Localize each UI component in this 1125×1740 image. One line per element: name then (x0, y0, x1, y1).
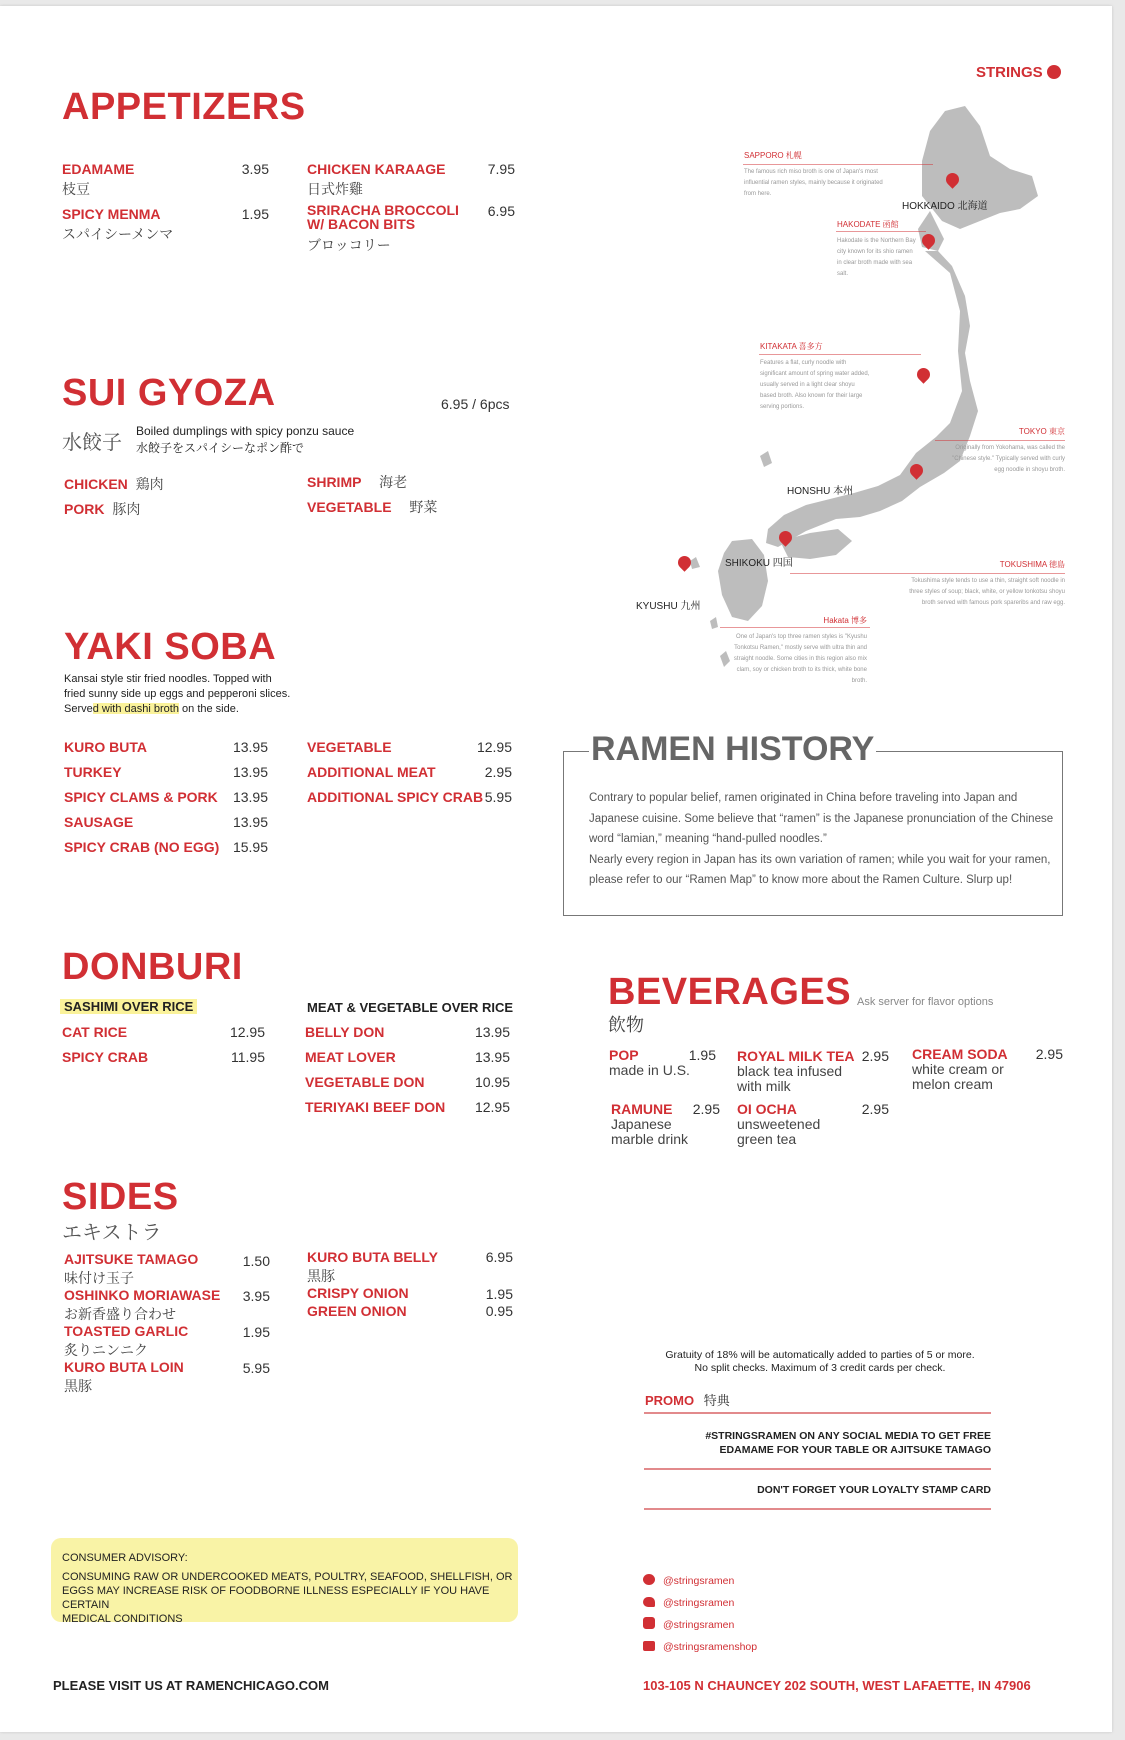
map-note-kitakata: KITAKATA 喜多方 Features a flat, curly noodle with significant amount of spring water added, usually served in a light clear shoyu based broth. Also known for their large serving portions. (760, 342, 870, 410)
consumer-advisory: CONSUMER ADVISORY: CONSUMING RAW OR UNDERCOOKED MEATS, POULTRY, SEAFOOD, SHELLFISH, OR EGGS MAY INCREASE RISK OF FOODBORNE ILLNESS ESPECIALLY IF YOU HAVE CERTAIN MEDICAL CONDITIONS (51, 1538, 518, 1622)
facebook-like-icon (643, 1641, 655, 1651)
beverage-price: 2.95 (692, 1101, 720, 1117)
gratuity-note: Gratuity of 18% will be automatically added to parties of 5 or more. No split checks. Maximum of 3 credit cards per check. (665, 1349, 975, 1374)
beverage-price: 2.95 (861, 1048, 889, 1064)
loyalty-note: DON'T FORGET YOUR LOYALTY STAMP CARD (757, 1484, 991, 1496)
soba-item-name: ADDITIONAL MEAT (307, 764, 436, 780)
beverages-jp: 飲物 (608, 1015, 644, 1035)
sides-item-price: 1.50 (242, 1253, 270, 1269)
beverage-price: 1.95 (688, 1047, 716, 1063)
soba-item-name: SAUSAGE (64, 814, 134, 830)
donburi-item-price: 13.95 (474, 1024, 510, 1040)
soba-item-price: 2.95 (484, 764, 512, 780)
menu-item-name-line2: W/ BACON BITS (307, 216, 416, 232)
menu-item-price: 3.95 (241, 161, 269, 177)
menu-item-name: SRIRACHA BROCCOLI (307, 202, 459, 218)
region-hokkaido: HOKKAIDO 北海道 (902, 201, 988, 212)
soba-item-price: 13.95 (232, 789, 268, 805)
donburi-title: DONBURI (62, 946, 243, 988)
donburi-sashimi-head: SASHIMI OVER RICE (60, 999, 197, 1014)
donburi-item-price: 12.95 (474, 1099, 510, 1115)
promo-divider (644, 1508, 991, 1510)
address-footer: 103-105 N CHAUNCEY 202 SOUTH, WEST LAFAETTE, IN 47906 (643, 1678, 1031, 1693)
logo-text: STRINGS (976, 64, 1043, 81)
promo-text: #STRINGSRAMEN ON ANY SOCIAL MEDIA TO GET FREE EDAMAME FOR YOUR TABLE OR AJITSUKE TAMAGO (705, 1430, 991, 1456)
advisory-title: CONSUMER ADVISORY: (62, 1552, 188, 1564)
soba-item-name: KURO BUTA (64, 739, 147, 755)
soba-item-price: 15.95 (232, 839, 268, 855)
promo-divider (644, 1468, 991, 1470)
gyoza-item: CHICKEN 鶏肉 (64, 476, 164, 492)
menu-item-name: CHICKEN KARAAGE (307, 161, 446, 177)
sides-item-price: 1.95 (242, 1324, 270, 1340)
menu-item-price: 6.95 (487, 203, 515, 219)
menu-item-name: SPICY MENMA (62, 206, 161, 222)
sides-item-name: GREEN ONION (307, 1303, 407, 1319)
menu-item-jp: スパイシーメンマ (62, 226, 174, 242)
sides-item-jp: お新香盛り合わせ (64, 1306, 176, 1322)
sides-item-name: OSHINKO MORIAWASE (64, 1287, 221, 1303)
soba-item-price: 13.95 (232, 814, 268, 830)
appetizers-title: APPETIZERS (62, 86, 306, 128)
sides-title: SIDES (62, 1176, 179, 1218)
gyoza-item: SHRIMP 海老 (307, 474, 408, 490)
social-row[interactable]: @stringsramen (643, 1614, 757, 1636)
region-shikoku: SHIKOKU 四国 (725, 558, 793, 569)
beverage-price: 2.95 (861, 1101, 889, 1117)
gyoza-price: 6.95 / 6pcs (441, 396, 510, 412)
donburi-item-name: CAT RICE (62, 1024, 128, 1040)
soba-item-name: TURKEY (64, 764, 122, 780)
history-title: RAMEN HISTORY (591, 730, 875, 768)
beverage-item: POP made in U.S. (609, 1047, 690, 1078)
donburi-item-name: TERIYAKI BEEF DON (305, 1099, 446, 1115)
region-kyushu: KYUSHU 九州 (636, 601, 701, 612)
map-note-hakata: Hakata 博多 One of Japan's top three ramen styles is "Kyushu Tonkotsu Ramen," mostly serve with ultra thin and straight noodle. Some cities in this region also mix clam, soy or chicken broth to its thick, white bone broth. (733, 616, 867, 684)
sides-item-price: 5.95 (242, 1360, 270, 1376)
social-row[interactable]: @stringsramenshop (643, 1636, 757, 1658)
beverages-title: BEVERAGES (608, 971, 852, 1013)
sides-item-price: 1.95 (485, 1286, 513, 1302)
map-note-tokushima: TOKUSHIMA 徳島 Tokushima style tends to use a thin, straight soft noodle in three styles of soup; black, white, or yellow tonkotsu shoyu broth served with famous pork spareribs and raw egg. (909, 560, 1065, 606)
sides-item-price: 6.95 (485, 1249, 513, 1265)
soba-item-name: SPICY CRAB (NO EGG) (64, 839, 220, 855)
gyoza-desc-jp: 水餃子をスパイシーなポン酢で (136, 441, 305, 455)
gyoza-desc: Boiled dumplings with spicy ponzu sauce (136, 424, 355, 438)
sides-item-jp: 味付け玉子 (64, 1270, 134, 1286)
soba-item-price: 5.95 (484, 789, 512, 805)
sides-item-name: KURO BUTA LOIN (64, 1359, 184, 1375)
beverage-price: 2.95 (1035, 1046, 1063, 1062)
social-row[interactable]: @stringsramen (643, 1592, 757, 1614)
donburi-item-price: 11.95 (231, 1049, 265, 1065)
beverage-item: CREAM SODA white cream or melon cream (912, 1046, 1008, 1092)
menu-item-jp: ブロッコリー (307, 237, 391, 253)
map-note-hakodate: HAKODATE 函館 Hakodate is the Northern Bay city known for its shio ramen in clear broth made with sea salt. (837, 220, 916, 277)
sides-item-name: CRISPY ONION (307, 1285, 409, 1301)
donburi-item-name: VEGETABLE DON (305, 1074, 425, 1090)
soba-item-name: VEGETABLE (307, 739, 392, 755)
donburi-item-name: BELLY DON (305, 1024, 385, 1040)
promo-divider (644, 1412, 991, 1414)
sides-item-price: 0.95 (485, 1303, 513, 1319)
social-row[interactable]: @stringsramen (643, 1570, 757, 1592)
soba-item-name: ADDITIONAL SPICY CRAB (307, 789, 484, 805)
instagram-icon (643, 1617, 655, 1629)
sides-item-jp: 炙りニンニク (64, 1342, 148, 1358)
menu-item-jp: 枝豆 (62, 181, 90, 197)
yelp-icon (643, 1574, 655, 1585)
soba-title: YAKI SOBA (64, 626, 277, 668)
beverages-note: Ask server for flavor options (857, 996, 994, 1008)
sides-item-name: KURO BUTA BELLY (307, 1249, 438, 1265)
menu-item-price: 7.95 (487, 161, 515, 177)
region-honshu: HONSHU 本州 (787, 486, 854, 497)
map-note-tokyo: TOKYO 東京 Originally from Yokohama, was called the "Chinese style." Typically served with curly egg noodle in shoyu broth. (952, 427, 1065, 473)
gyoza-title: SUI GYOZA (62, 372, 276, 414)
beverage-item: ROYAL MILK TEA black tea infused with milk (737, 1048, 855, 1094)
sides-jp: エキストラ (62, 1222, 162, 1244)
soba-item-price: 13.95 (232, 764, 268, 780)
sides-item-price: 3.95 (242, 1288, 270, 1304)
social-list (643, 1570, 757, 1658)
menu-page (0, 6, 1112, 1732)
donburi-item-price: 10.95 (474, 1074, 510, 1090)
sides-item-name: AJITSUKE TAMAGO (64, 1251, 199, 1267)
donburi-item-name: SPICY CRAB (62, 1049, 149, 1065)
gyoza-jp: 水餃子 (62, 432, 122, 454)
menu-item-price: 1.95 (241, 206, 269, 222)
menu-item-name: EDAMAME (62, 161, 135, 177)
twitter-icon (643, 1597, 655, 1607)
soba-item-price: 13.95 (232, 739, 268, 755)
logo-badge-icon (1047, 65, 1061, 79)
soba-desc: Kansai style stir fried noodles. Topped with fried sunny side up eggs and pepperoni slices. Served with dashi broth on the side. (64, 673, 291, 714)
donburi-meat-head: MEAT & VEGETABLE OVER RICE (307, 1000, 514, 1015)
donburi-item-name: MEAT LOVER (305, 1049, 396, 1065)
beverage-item: OI OCHA unsweetened green tea (737, 1101, 821, 1147)
beverage-item: RAMUNE Japanese marble drink (611, 1101, 689, 1147)
soba-item-name: SPICY CLAMS & PORK (64, 789, 218, 805)
history-text: Contrary to popular belief, ramen originated in China before traveling into Japan and Japanese cuisine. Some believe that “ramen” is the Japanese pronunciation of the Chinese word “lamian,” meaning “hand-pulled noodles.” Nearly every region in Japan has its own variation of ramen; while you wait for your ramen, please refer to our “Ramen Map” to know more about the Ramen Culture. Slurp up! (589, 792, 1054, 886)
menu-item-jp: 日式炸雞 (307, 181, 363, 197)
donburi-item-price: 12.95 (229, 1024, 265, 1040)
sides-item-jp: 黒豚 (307, 1268, 335, 1284)
sides-item-name: TOASTED GARLIC (64, 1323, 189, 1339)
promo-label: PROMO 特典 (645, 1393, 730, 1408)
gyoza-item: PORK 豚肉 (64, 501, 141, 517)
map-note-sapporo: SAPPORO 札幌 The famous rich miso broth is one of Japan's most influential ramen styles, mainly because it originated from here. (744, 151, 883, 197)
soba-item-price: 12.95 (476, 739, 512, 755)
sides-item-jp: 黒豚 (64, 1378, 92, 1394)
logo (976, 64, 1061, 81)
donburi-item-price: 13.95 (474, 1049, 510, 1065)
website-footer[interactable]: PLEASE VISIT US AT RAMENCHICAGO.COM (53, 1678, 329, 1693)
gyoza-item: VEGETABLE 野菜 (307, 499, 438, 515)
